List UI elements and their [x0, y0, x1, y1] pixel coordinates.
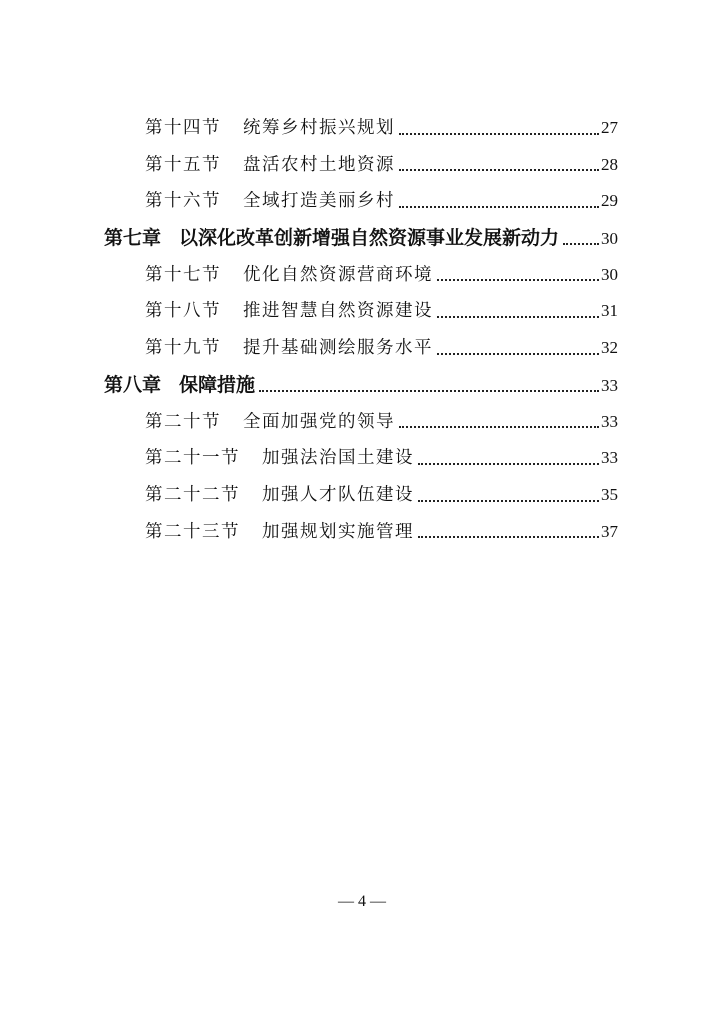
toc-dot-leader — [563, 242, 599, 245]
toc-dot-leader — [399, 205, 599, 208]
toc-entry-section-16[interactable] — [104, 183, 618, 220]
toc-entry-section-15[interactable] — [104, 147, 618, 184]
toc-entry-section-19[interactable] — [104, 330, 618, 367]
toc-entry-section-17[interactable] — [104, 257, 618, 294]
toc-entry-number: 第十八节 — [145, 301, 221, 322]
toc-entry-number: 第七章 — [104, 227, 162, 250]
toc-entry-title: 全面加强党的领导 — [243, 411, 395, 432]
toc-entry-section-14[interactable] — [104, 110, 618, 147]
toc-entry-number: 第二十二节 — [145, 484, 240, 505]
toc-entry-page: 33 — [601, 375, 618, 395]
toc-entry-title: 盘活农村土地资源 — [243, 154, 395, 175]
toc-entry-number: 第二十三节 — [145, 521, 240, 542]
toc-entry-number: 第十四节 — [145, 118, 221, 138]
toc-entry-page: 31 — [601, 301, 618, 321]
toc-entry-section-22[interactable] — [104, 477, 618, 514]
toc-entry-number: 第十五节 — [145, 154, 221, 175]
toc-entry-section-20[interactable] — [104, 404, 618, 441]
toc-entry-title: 推进智慧自然资源建设 — [243, 301, 433, 322]
toc-entry-title: 加强人才队伍建设 — [262, 484, 414, 505]
toc-entry-page: 32 — [601, 338, 618, 358]
toc-entry-page: 33 — [601, 448, 618, 468]
page-number: — 4 — — [338, 893, 386, 910]
toc-entry-title: 统筹乡村振兴规划 — [243, 118, 395, 138]
toc-entry-page: 30 — [601, 229, 618, 249]
toc-entry-title: 保障措施 — [179, 373, 256, 396]
toc-dot-leader — [437, 315, 599, 318]
toc-entry-title: 加强规划实施管理 — [262, 521, 414, 542]
toc-dot-leader — [418, 499, 599, 502]
toc-dot-leader — [437, 278, 599, 281]
toc-entry-section-21[interactable] — [104, 440, 618, 477]
toc-dot-leader — [259, 389, 599, 392]
toc-dot-leader — [399, 132, 599, 135]
toc-entry-page: 29 — [601, 191, 618, 211]
toc-entry-section-23[interactable] — [104, 514, 618, 551]
toc-entry-title: 提升基础测绘服务水平 — [243, 338, 433, 359]
toc-dot-leader — [399, 425, 599, 428]
toc-entry-page: 33 — [601, 411, 618, 431]
toc-entry-page: 30 — [601, 264, 618, 284]
toc-dot-leader — [418, 462, 599, 465]
toc-entry-chapter-8[interactable] — [104, 367, 618, 404]
toc-entry-chapter-7[interactable] — [104, 220, 618, 257]
toc-entry-number: 第二十节 — [145, 411, 221, 432]
toc-dot-leader — [399, 168, 599, 171]
toc-entry-page: 37 — [601, 521, 618, 541]
toc-entry-title: 加强法治国土建设 — [262, 448, 414, 469]
toc-entry-number: 第十六节 — [145, 191, 221, 212]
toc-entry-title: 以深化改革创新增强自然资源事业发展新动力 — [179, 227, 560, 250]
toc-entry-page: 27 — [601, 118, 618, 137]
toc-entry-number: 第十九节 — [145, 338, 221, 359]
toc-entry-page: 35 — [601, 484, 618, 504]
toc-entry-page: 28 — [601, 154, 618, 174]
table-of-contents — [104, 110, 618, 550]
toc-dot-leader — [418, 535, 599, 538]
toc-dot-leader — [437, 352, 599, 355]
toc-entry-number: 第二十一节 — [145, 448, 240, 469]
toc-entry-title: 优化自然资源营商环境 — [243, 264, 433, 285]
toc-entry-number: 第十七节 — [145, 264, 221, 285]
toc-entry-number: 第八章 — [104, 373, 162, 396]
toc-entry-section-18[interactable] — [104, 293, 618, 330]
toc-entry-title: 全域打造美丽乡村 — [243, 191, 395, 212]
